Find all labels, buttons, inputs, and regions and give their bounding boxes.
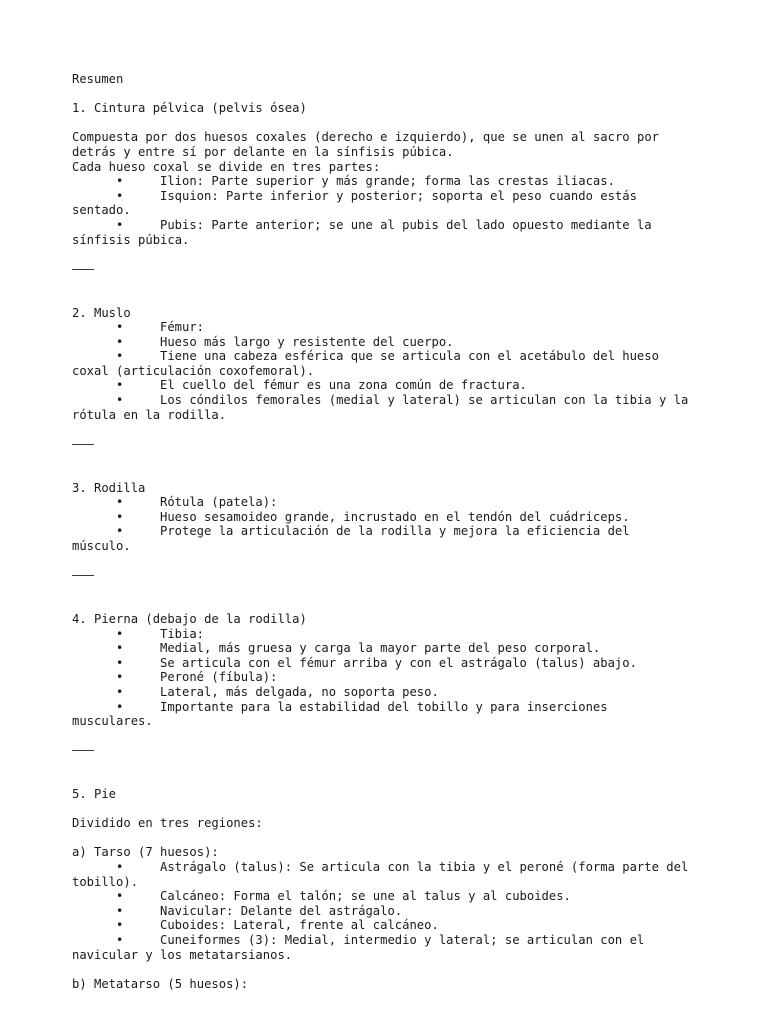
list-item: • Peroné (fíbula): xyxy=(116,670,278,685)
divider: ——— xyxy=(72,743,95,758)
divider: ——— xyxy=(72,261,95,276)
list-item: • Los cóndilos femorales (medial y lateral) se articulan con la tibia y la rótula en la rodilla. xyxy=(72,393,696,422)
bullet-icon: • xyxy=(116,655,124,670)
list-item: • Ilion: Parte superior y más grande; forma las crestas iliacas. xyxy=(116,174,615,189)
bullet-icon: • xyxy=(116,918,124,933)
section-heading: 2. Muslo xyxy=(72,305,131,320)
list-item: • Calcáneo: Forma el talón; se une al talus y al cuboides. xyxy=(116,889,571,904)
list-item: • Se articula con el fémur arriba y con el astrágalo (talus) abajo. xyxy=(116,655,637,670)
section-heading: 1. Cintura pélvica (pelvis ósea) xyxy=(72,101,307,116)
bullet-icon: • xyxy=(116,641,124,656)
bullet-icon: • xyxy=(116,684,124,699)
subsection-heading: b) Metatarso (5 huesos): xyxy=(72,976,249,991)
bullet-icon: • xyxy=(116,217,124,232)
paragraph: Cada hueso coxal se divide en tres partes: xyxy=(72,159,381,174)
subsection-heading: a) Tarso (7 huesos): xyxy=(72,845,219,860)
bullet-icon: • xyxy=(116,349,124,364)
doc-title: Resumen xyxy=(72,72,124,86)
divider: ——— xyxy=(72,436,95,451)
bullet-icon: • xyxy=(116,889,124,904)
list-item: • Navicular: Delante del astrágalo. xyxy=(116,903,403,918)
list-item: • Cuneiformes (3): Medial, intermedio y lateral; se articulan con el navicular y los metatarsianos. xyxy=(72,933,652,962)
paragraph: Dividido en tres regiones: xyxy=(72,816,263,831)
list-item: • Importante para la estabilidad del tobillo y para inserciones musculares. xyxy=(72,699,615,729)
paragraph: Compuesta por dos huesos coxales (derecho e izquierdo), que se unen al sacro por detrás y entre sí por delante en la sínfisis púbica. xyxy=(72,130,667,159)
list-item: • Cuboides: Lateral, frente al calcáneo. xyxy=(116,918,439,933)
document-body xyxy=(72,72,696,991)
bullet-icon: • xyxy=(116,860,124,875)
bullet-icon: • xyxy=(116,903,124,918)
bullet-icon: • xyxy=(116,524,124,539)
bullet-icon: • xyxy=(116,174,124,189)
section-heading: 4. Pierna (debajo de la rodilla) xyxy=(72,611,307,626)
section-heading: 3. Rodilla xyxy=(72,480,146,495)
list-item: • Rótula (patela): xyxy=(116,495,278,510)
list-item: • Lateral, más delgada, no soporta peso. xyxy=(116,684,439,699)
bullet-icon: • xyxy=(116,393,124,408)
list-item: • Hueso sesamoideo grande, incrustado en el tendón del cuádriceps. xyxy=(116,509,630,524)
list-item: • El cuello del fémur es una zona común de fractura. xyxy=(116,378,527,393)
bullet-icon: • xyxy=(116,509,124,524)
bullet-icon: • xyxy=(116,495,124,510)
bullet-icon: • xyxy=(116,334,124,349)
bullet-icon: • xyxy=(116,378,124,393)
list-item: • Tiene una cabeza esférica que se articula con el acetábulo del hueso coxal (articulación coxofemoral). xyxy=(72,349,667,378)
bullet-icon: • xyxy=(116,626,124,641)
list-item: • Medial, más gruesa y carga la mayor parte del peso corporal. xyxy=(116,641,601,656)
bullet-icon: • xyxy=(116,699,124,714)
list-item: • Tibia: xyxy=(116,626,205,641)
bullet-icon: • xyxy=(116,188,124,203)
list-item: • Isquion: Parte inferior y posterior; soporta el peso cuando estás sentado. xyxy=(72,188,645,218)
list-item: • Protege la articulación de la rodilla y mejora la eficiencia del músculo. xyxy=(72,524,637,553)
bullet-icon: • xyxy=(116,320,124,335)
section-heading: 5. Pie xyxy=(72,787,117,802)
list-item: • Astrágalo (talus): Se articula con la tibia y el peroné (forma parte del tobillo). xyxy=(72,860,696,889)
bullet-icon: • xyxy=(116,933,124,948)
list-item: • Hueso más largo y resistente del cuerpo. xyxy=(116,334,454,349)
list-item: • Fémur: xyxy=(116,320,205,335)
divider: ——— xyxy=(72,568,95,583)
list-item: • Pubis: Parte anterior; se une al pubis del lado opuesto mediante la sínfisis púbica. xyxy=(72,217,659,247)
bullet-icon: • xyxy=(116,670,124,685)
